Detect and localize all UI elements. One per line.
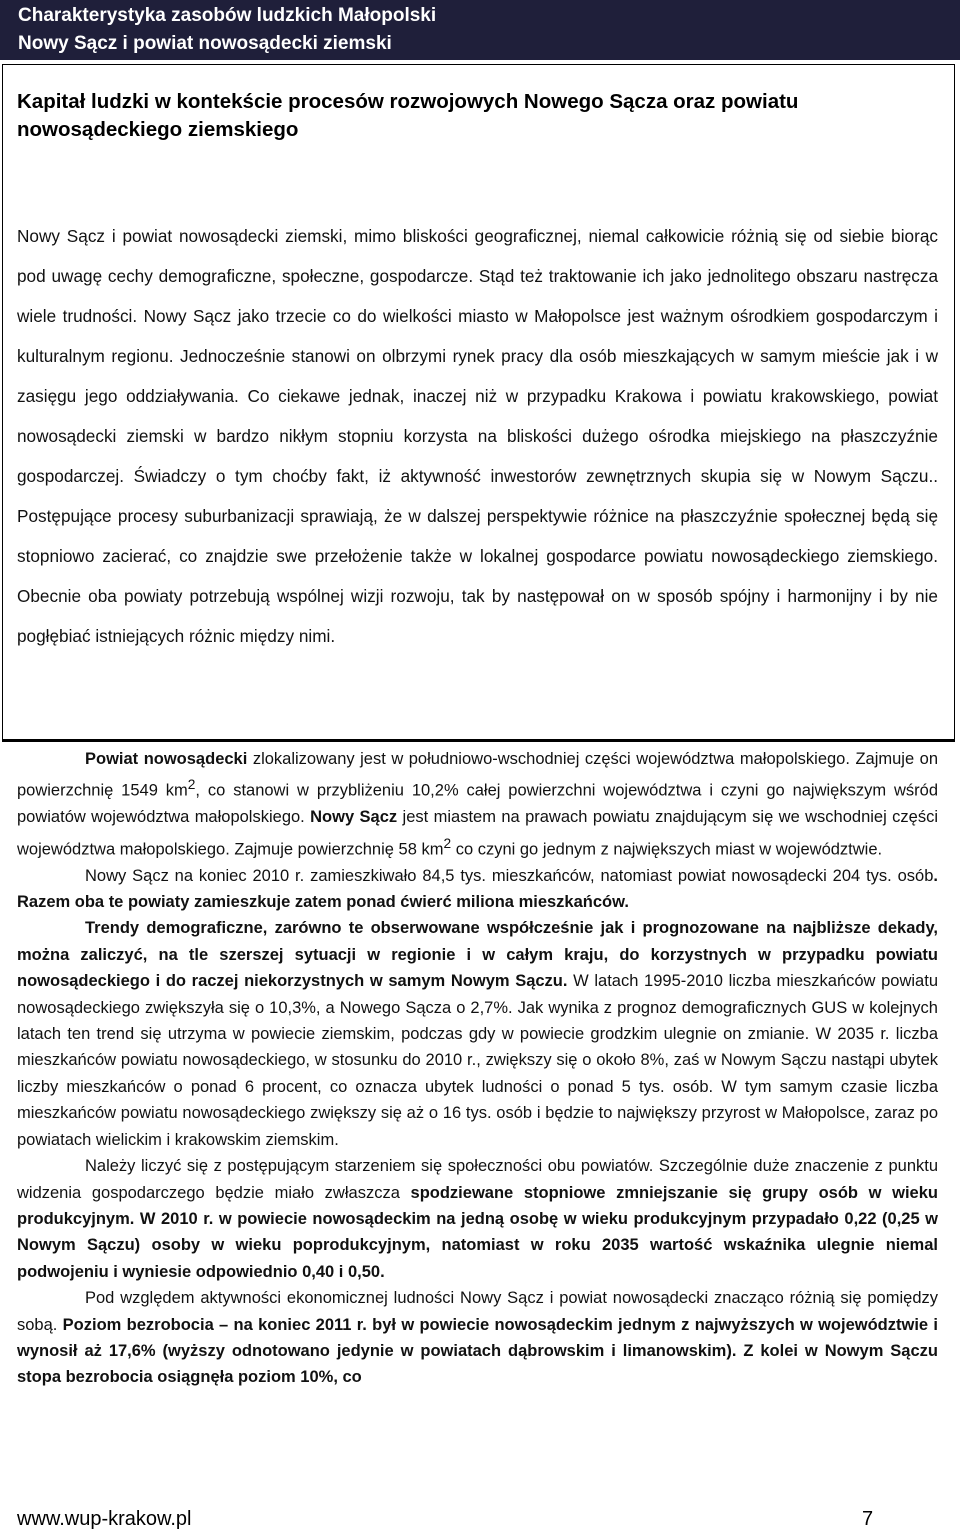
header-subtitle: Nowy Sącz i powiat nowosądecki ziemski [18,33,392,54]
bold-text: spodziewane stopniowe zmniejszanie się grupy osób w wieku produkcyjnym. W 2010 r. w powiecie nowosądeckim na jedną osobę w wieku produkcyjnym przypadało 0,22 (0,25 w Nowym Sączu) osoby w wieku poprodukcyjnym, natomiast w roku 2035 wartość wskaźnika ulegnie niemal podwojeniu i wyniesie odpowiednio 0,40 i 0,50. [17,1183,938,1281]
paragraph-4 [17,1153,938,1285]
text-span: co czyni go jednym z największych miast w województwie. [451,840,883,859]
bold-text: Trendy demograficzne, zarówno te obserwowane współcześnie jak i prognozowane na najbliższe dekady, można zaliczyć, na tle szerszej sytuacji w regionie i w całym kraju, do korzystnych w przypadku powiatu nowosądeckiego i do raczej niekorzystnych w samym Nowym Sączu. [17,919,938,991]
paragraph-2 [17,863,938,916]
body-text [17,746,938,1391]
footer-website: www.wup-krakow.pl [17,1508,192,1530]
text-span: Nowy Sącz na koniec 2010 r. zamieszkiwało 84,5 tys. mieszkańców, natomiast powiat nowosądecki 204 tys. osób [85,866,934,885]
bold-text: Poziom bezrobocia – na koniec 2011 r. był w powiecie nowosądeckim jednym z najwyższych w województwie i wynosił aż 17,6% (wyższy odnotowano jedynie w powiatach dąbrowskim i limanowskim). Z kolei w Nowym Sączu stopa bezrobocia osiągnęła poziom 10%, co [17,1315,938,1387]
page-header [0,0,960,60]
paragraph-1 [17,746,938,863]
bold-text: . Razem oba te powiaty zamieszkuje zatem ponad ćwierć miliona mieszkańców. [17,866,938,912]
text-span: W latach 1995-2010 liczba mieszkańców powiatu nowosądeckiego zwiększyła się o 10,3%, a Nowego Sącza o 2,7%. Jak wynika z prognoz demograficznych GUS w kolejnych latach ten trend się utrzyma w powiecie ziemskim, podczas gdy w powiecie grodzkim ulegnie on zmianie. W 2035 r. liczba mieszkańców powiatu nowosądeckiego, w stosunku do 2010 r., zwiększy się o około 8%, zaś w Nowym Sączu nastąpi ubytek liczby mieszkańców o ponad 6 procent, co oznacza ubytek ludności o ponad 5 tys. osób. W tym samym czasie liczba mieszkańców powiatu nowosądeckiego zwiększy się aż o 16 tys. osób i będzie to największy przyrost w Małopolsce, zaraz po powiatach wielickim i krakowskim ziemskim. [17,972,938,1149]
bold-text: Powiat nowosądecki [85,750,248,768]
text-span: , co stanowi w przybliżeniu 10,2% całej powierzchni województwa i czyni go największym wśród powiatów województwa małopolskiego. [17,781,938,827]
superscript: 2 [443,835,452,851]
header-title: Charakterystyka zasobów ludzkich Małopolski [18,5,437,26]
paragraph-3 [17,915,938,1153]
text-span: Pod względem aktywności ekonomicznej ludności Nowy Sącz i powiat nowosądecki znacząco różnią się pomiędzy sobą. [17,1289,938,1334]
superscript: 2 [187,777,196,793]
text-span: jest miastem na prawach powiatu znajdującym się we wschodniej części województwa małopolskiego. Zajmuje powierzchnię 58 km [17,808,938,859]
text-span: Należy liczyć się z postępującym starzeniem się społeczności obu powiatów. Szczególnie duże znaczenie z punktu widzenia gospodarczego będzie miało zwłaszcza [17,1157,938,1202]
bold-text: Nowy Sącz [310,808,398,827]
intro-paragraph: Nowy Sącz i powiat nowosądecki ziemski, mimo bliskości geograficznej, niemal całkowicie różnią się od siebie biorąc pod uwagę cechy demograficzne, społeczne, gospodarcze. Stąd też traktowanie ich jako jednolitego obszaru nastręcza wiele trudności. Nowy Sącz jako trzecie co do wielkości miasto w Małopolsce jest ważnym ośrodkiem gospodarczym i kulturalnym regionu. Jednocześnie stanowi on olbrzymi rynek pracy dla osób mieszkających w samym mieście jak i w zasięgu jego oddziaływania. Co ciekawe jednak, inaczej niż w przypadku Krakowa i powiatu krakowskiego, powiat nowosądecki ziemski w bardzo nikłym stopniu korzysta na bliskości dużego ośrodka miejskiego na płaszczyźnie gospodarczej. Świadczy o tym choćby fakt, iż aktywność inwestorów zewnętrznych skupia się w Nowym Sączu.. Postępujące procesy suburbanizacji sprawiają, że w dalszej perspektywie różnice na płaszczyźnie społecznej będą się stopniowo zacierać, co znajdzie swe przełożenie także w lokalnej gospodarce powiatu nowosądeckiego ziemskiego. Obecnie oba powiaty potrzebują wspólnej wizji rozwoju, tak by następował on w sposób spójny i harmonijny i by nie pogłębiać istniejących różnic między nimi. [17,226,938,646]
text-span: zlokalizowany jest w południowo-wschodniej części województwa małopolskiego. Zajmuje on powierzchnię 1549 km [17,750,939,800]
paragraph-5 [17,1285,938,1391]
page-number: 7 [862,1508,874,1530]
section-title: Kapitał ludzki w kontekście procesów rozwojowych Nowego Sącza oraz powiatu nowosądeckiego ziemskiego [17,90,799,141]
